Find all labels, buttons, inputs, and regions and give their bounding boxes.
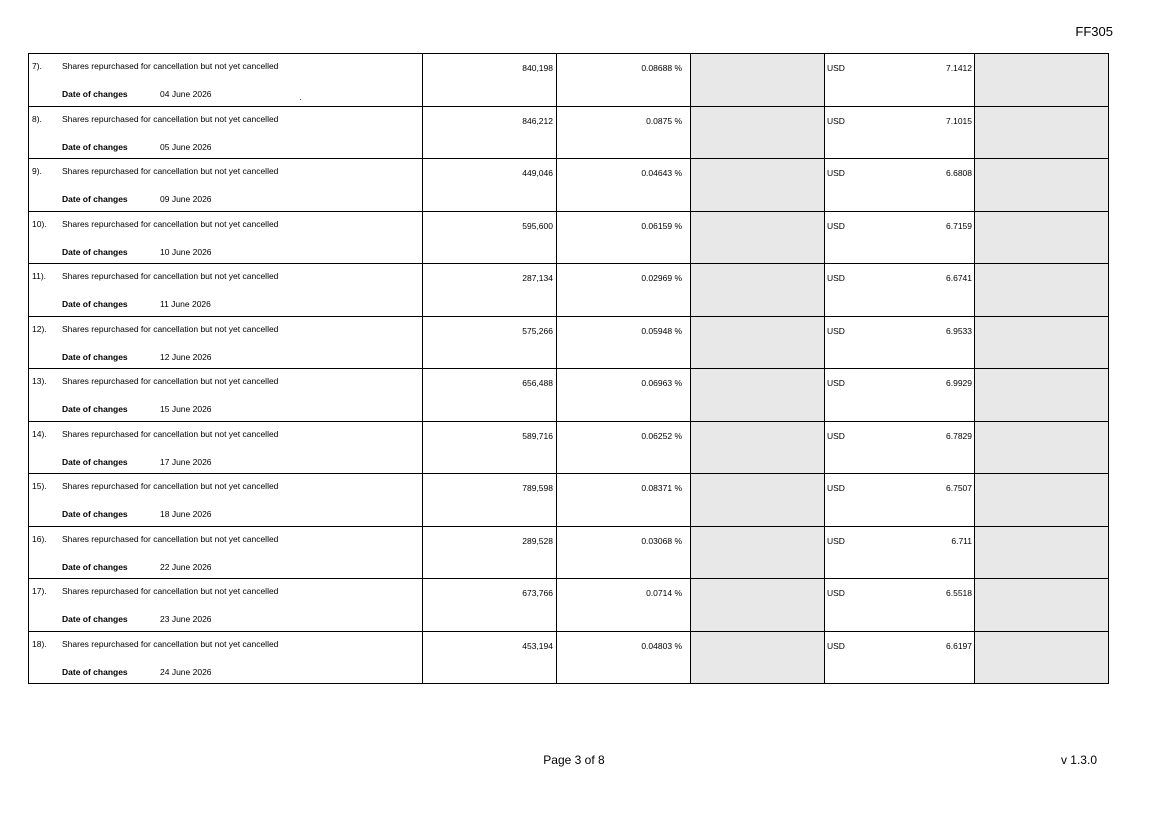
shares-cell <box>423 159 557 212</box>
date-of-changes-value: 18 June 2026 <box>160 509 212 519</box>
row-description: Shares repurchased for cancellation but not yet cancelled <box>62 586 279 596</box>
description-cell <box>29 421 423 474</box>
currency-code: USD <box>827 115 845 126</box>
percent-cell <box>557 421 691 474</box>
row-index: 10). <box>32 218 47 229</box>
row-index: 9). <box>32 166 42 176</box>
percent-value <box>641 641 682 651</box>
currency-code: USD <box>827 63 845 73</box>
price-value: 6.6197 <box>946 640 972 651</box>
percent-number: 0.08688 <box>641 63 673 73</box>
shares-cell <box>423 631 557 684</box>
shaded-cell <box>691 316 825 369</box>
shares-cell <box>423 474 557 527</box>
table-row <box>29 159 1109 212</box>
price-cell <box>825 211 975 264</box>
currency-code: USD <box>827 430 845 441</box>
percent-cell <box>557 474 691 527</box>
shares-cell <box>423 579 557 632</box>
price-cell <box>825 474 975 527</box>
description-cell <box>29 54 423 107</box>
percent-number: 0.06252 <box>641 430 673 441</box>
row-description: Shares repurchased for cancellation but not yet cancelled <box>62 61 279 71</box>
percent-unit: % <box>674 220 682 231</box>
price-value: 6.6741 <box>946 273 972 283</box>
description-cell <box>29 264 423 317</box>
shares-count: 789,598 <box>522 483 553 493</box>
description-cell <box>29 316 423 369</box>
row-index: 18). <box>32 638 47 649</box>
percent-unit: % <box>674 273 682 283</box>
date-of-changes-value: 15 June 2026 <box>160 404 212 414</box>
shaded-cell <box>975 316 1109 369</box>
price-value: 6.5518 <box>946 588 972 598</box>
currency-code: USD <box>827 640 845 651</box>
percent-cell <box>557 631 691 684</box>
date-of-changes-label: Date of changes <box>62 666 128 677</box>
date-of-changes-value: 22 June 2026 <box>160 561 212 572</box>
description-cell <box>29 211 423 264</box>
percent-value <box>641 326 682 336</box>
price-value: 6.9929 <box>946 378 972 388</box>
date-of-changes-value: 05 June 2026 <box>160 141 212 152</box>
table-row <box>29 579 1109 632</box>
row-index: 15). <box>32 481 47 491</box>
shaded-cell <box>975 579 1109 632</box>
date-of-changes-label: Date of changes <box>62 351 128 362</box>
share-movements-body <box>29 54 1109 684</box>
percent-cell <box>557 264 691 317</box>
currency-code: USD <box>827 325 845 336</box>
currency-code: USD <box>827 588 845 598</box>
date-of-changes-value: 23 June 2026 <box>160 614 212 624</box>
percent-cell <box>557 211 691 264</box>
price-value: 6.7829 <box>946 430 972 441</box>
shares-count: 575,266 <box>522 325 553 336</box>
shaded-cell <box>691 264 825 317</box>
percent-value <box>641 378 682 388</box>
shaded-cell <box>975 159 1109 212</box>
percent-number: 0.06159 <box>641 220 673 231</box>
date-of-changes-label: Date of changes <box>62 194 128 204</box>
percent-number: 0.04803 <box>641 640 673 651</box>
percent-number: 0.05948 <box>641 325 673 336</box>
shares-cell <box>423 316 557 369</box>
shaded-cell <box>975 631 1109 684</box>
shaded-cell <box>691 54 825 107</box>
shares-cell <box>423 369 557 422</box>
shaded-cell <box>691 369 825 422</box>
currency-code: USD <box>827 535 845 546</box>
percent-number: 0.04643 <box>641 168 673 178</box>
percent-number: 0.02969 <box>641 273 673 283</box>
date-of-changes-label: Date of changes <box>62 509 128 519</box>
row-index: 8). <box>32 113 42 124</box>
row-description: Shares repurchased for cancellation but not yet cancelled <box>62 533 279 544</box>
price-value: 7.1412 <box>946 63 972 73</box>
shares-count: 673,766 <box>522 588 553 598</box>
price-cell <box>825 106 975 159</box>
percent-number: 0.0875 <box>646 115 673 126</box>
date-of-changes-value: 11 June 2026 <box>160 299 211 309</box>
description-cell <box>29 159 423 212</box>
shares-count: 846,212 <box>522 115 553 126</box>
price-cell <box>825 579 975 632</box>
date-of-changes-label: Date of changes <box>62 404 128 414</box>
price-value: 6.711 <box>951 535 972 546</box>
date-of-changes-label: Date of changes <box>62 561 128 572</box>
row-index: 17). <box>32 586 47 596</box>
price-cell <box>825 526 975 579</box>
percent-value <box>641 483 682 493</box>
date-of-changes-value: 12 June 2026 <box>160 351 212 362</box>
date-of-changes-label: Date of changes <box>62 456 128 467</box>
shares-cell <box>423 54 557 107</box>
percent-number: 0.0714 <box>646 588 673 598</box>
percent-unit: % <box>674 483 682 493</box>
row-description: Shares repurchased for cancellation but not yet cancelled <box>62 481 279 491</box>
description-cell <box>29 369 423 422</box>
shaded-cell <box>691 421 825 474</box>
price-cell <box>825 264 975 317</box>
table-row <box>29 316 1109 369</box>
percent-value <box>641 63 682 73</box>
percent-cell <box>557 316 691 369</box>
percent-cell <box>557 54 691 107</box>
percent-number: 0.08371 <box>641 483 673 493</box>
shaded-cell <box>691 631 825 684</box>
percent-value <box>641 168 682 178</box>
description-cell <box>29 474 423 527</box>
table-row <box>29 211 1109 264</box>
version-label: v 1.3.0 <box>1060 753 1097 767</box>
percent-unit: % <box>674 63 682 73</box>
shaded-cell <box>691 526 825 579</box>
price-value: 6.9533 <box>946 325 972 336</box>
shaded-cell <box>975 106 1109 159</box>
percent-value <box>646 116 682 126</box>
shaded-cell <box>975 421 1109 474</box>
percent-unit: % <box>674 378 682 388</box>
row-index: 7). <box>32 61 42 71</box>
percent-cell <box>557 526 691 579</box>
percent-value <box>641 431 682 441</box>
table-row <box>29 631 1109 684</box>
shares-count: 289,528 <box>522 535 553 546</box>
percent-unit: % <box>674 588 682 598</box>
description-cell <box>29 579 423 632</box>
percent-cell <box>557 159 691 212</box>
price-cell <box>825 369 975 422</box>
description-cell <box>29 526 423 579</box>
shaded-cell <box>691 159 825 212</box>
row-description: Shares repurchased for cancellation but not yet cancelled <box>62 323 279 334</box>
shares-count: 595,600 <box>522 220 553 231</box>
percent-cell <box>557 579 691 632</box>
date-of-changes-value: 04 June 2026 <box>160 89 212 99</box>
page-number: Page 3 of 8 <box>543 753 605 767</box>
price-cell <box>825 316 975 369</box>
percent-number: 0.06963 <box>641 378 673 388</box>
date-of-changes-value: 09 June 2026 <box>160 194 212 204</box>
shaded-cell <box>975 474 1109 527</box>
price-cell <box>825 421 975 474</box>
date-of-changes-label: Date of changes <box>62 141 128 152</box>
currency-code: USD <box>827 483 845 493</box>
shaded-cell <box>975 264 1109 317</box>
shares-cell <box>423 264 557 317</box>
row-index: 13). <box>32 376 47 386</box>
row-description: Shares repurchased for cancellation but not yet cancelled <box>62 218 279 229</box>
row-index: 16). <box>32 533 47 544</box>
table-row <box>29 264 1109 317</box>
shares-count: 453,194 <box>522 640 553 651</box>
shaded-cell <box>691 211 825 264</box>
currency-code: USD <box>827 273 845 283</box>
price-cell <box>825 159 975 212</box>
percent-unit: % <box>674 430 682 441</box>
shaded-cell <box>975 369 1109 422</box>
row-description: Shares repurchased for cancellation but not yet cancelled <box>62 271 279 281</box>
row-description: Shares repurchased for cancellation but not yet cancelled <box>62 428 279 439</box>
shaded-cell <box>691 106 825 159</box>
form-code: FF305 <box>1075 24 1113 39</box>
price-cell <box>825 631 975 684</box>
date-of-changes-label: Date of changes <box>62 614 128 624</box>
currency-code: USD <box>827 378 845 388</box>
shares-cell <box>423 211 557 264</box>
row-description: Shares repurchased for cancellation but not yet cancelled <box>62 166 279 176</box>
price-value: 7.1015 <box>946 115 972 126</box>
shaded-cell <box>975 526 1109 579</box>
shaded-cell <box>691 474 825 527</box>
percent-unit: % <box>674 535 682 546</box>
shaded-cell <box>691 579 825 632</box>
percent-unit: % <box>674 640 682 651</box>
percent-value <box>641 536 682 546</box>
currency-code: USD <box>827 168 845 178</box>
row-description: Shares repurchased for cancellation but not yet cancelled <box>62 638 279 649</box>
price-cell <box>825 54 975 107</box>
row-index: 12). <box>32 323 47 334</box>
shares-cell <box>423 421 557 474</box>
shares-count: 656,488 <box>522 378 553 388</box>
shaded-cell <box>975 211 1109 264</box>
date-of-changes-label: Date of changes <box>62 89 128 99</box>
percent-value <box>641 273 682 283</box>
date-of-changes-value: 10 June 2026 <box>160 246 212 257</box>
description-cell <box>29 631 423 684</box>
percent-unit: % <box>674 325 682 336</box>
share-movements-table <box>28 53 1109 684</box>
shares-cell <box>423 526 557 579</box>
percent-unit: % <box>674 115 682 126</box>
table-row <box>29 54 1109 107</box>
price-value: 6.7159 <box>946 220 972 231</box>
date-of-changes-label: Date of changes <box>62 299 128 309</box>
table-row <box>29 106 1109 159</box>
shares-cell <box>423 106 557 159</box>
price-value: 6.6808 <box>946 168 972 178</box>
date-of-changes-label: Date of changes <box>62 246 128 257</box>
row-description: Shares repurchased for cancellation but not yet cancelled <box>62 113 279 124</box>
currency-code: USD <box>827 220 845 231</box>
row-index: 14). <box>32 428 47 439</box>
percent-cell <box>557 106 691 159</box>
shaded-cell <box>975 54 1109 107</box>
shares-count: 287,134 <box>522 273 553 283</box>
description-cell <box>29 106 423 159</box>
row-index: 11). <box>32 271 47 281</box>
percent-unit: % <box>674 168 682 178</box>
percent-value <box>646 588 682 598</box>
shares-count: 840,198 <box>522 63 553 73</box>
date-of-changes-value: 17 June 2026 <box>160 456 212 467</box>
row-description: Shares repurchased for cancellation but not yet cancelled <box>62 376 279 386</box>
percent-number: 0.03068 <box>641 535 673 546</box>
table-row <box>29 474 1109 527</box>
shares-count: 449,046 <box>522 168 553 178</box>
percent-cell <box>557 369 691 422</box>
table-row <box>29 369 1109 422</box>
percent-value <box>641 221 682 231</box>
table-row <box>29 421 1109 474</box>
shares-count: 589,716 <box>522 430 553 441</box>
price-value: 6.7507 <box>946 483 972 493</box>
table-row <box>29 526 1109 579</box>
date-of-changes-value: 24 June 2026 <box>160 666 212 677</box>
